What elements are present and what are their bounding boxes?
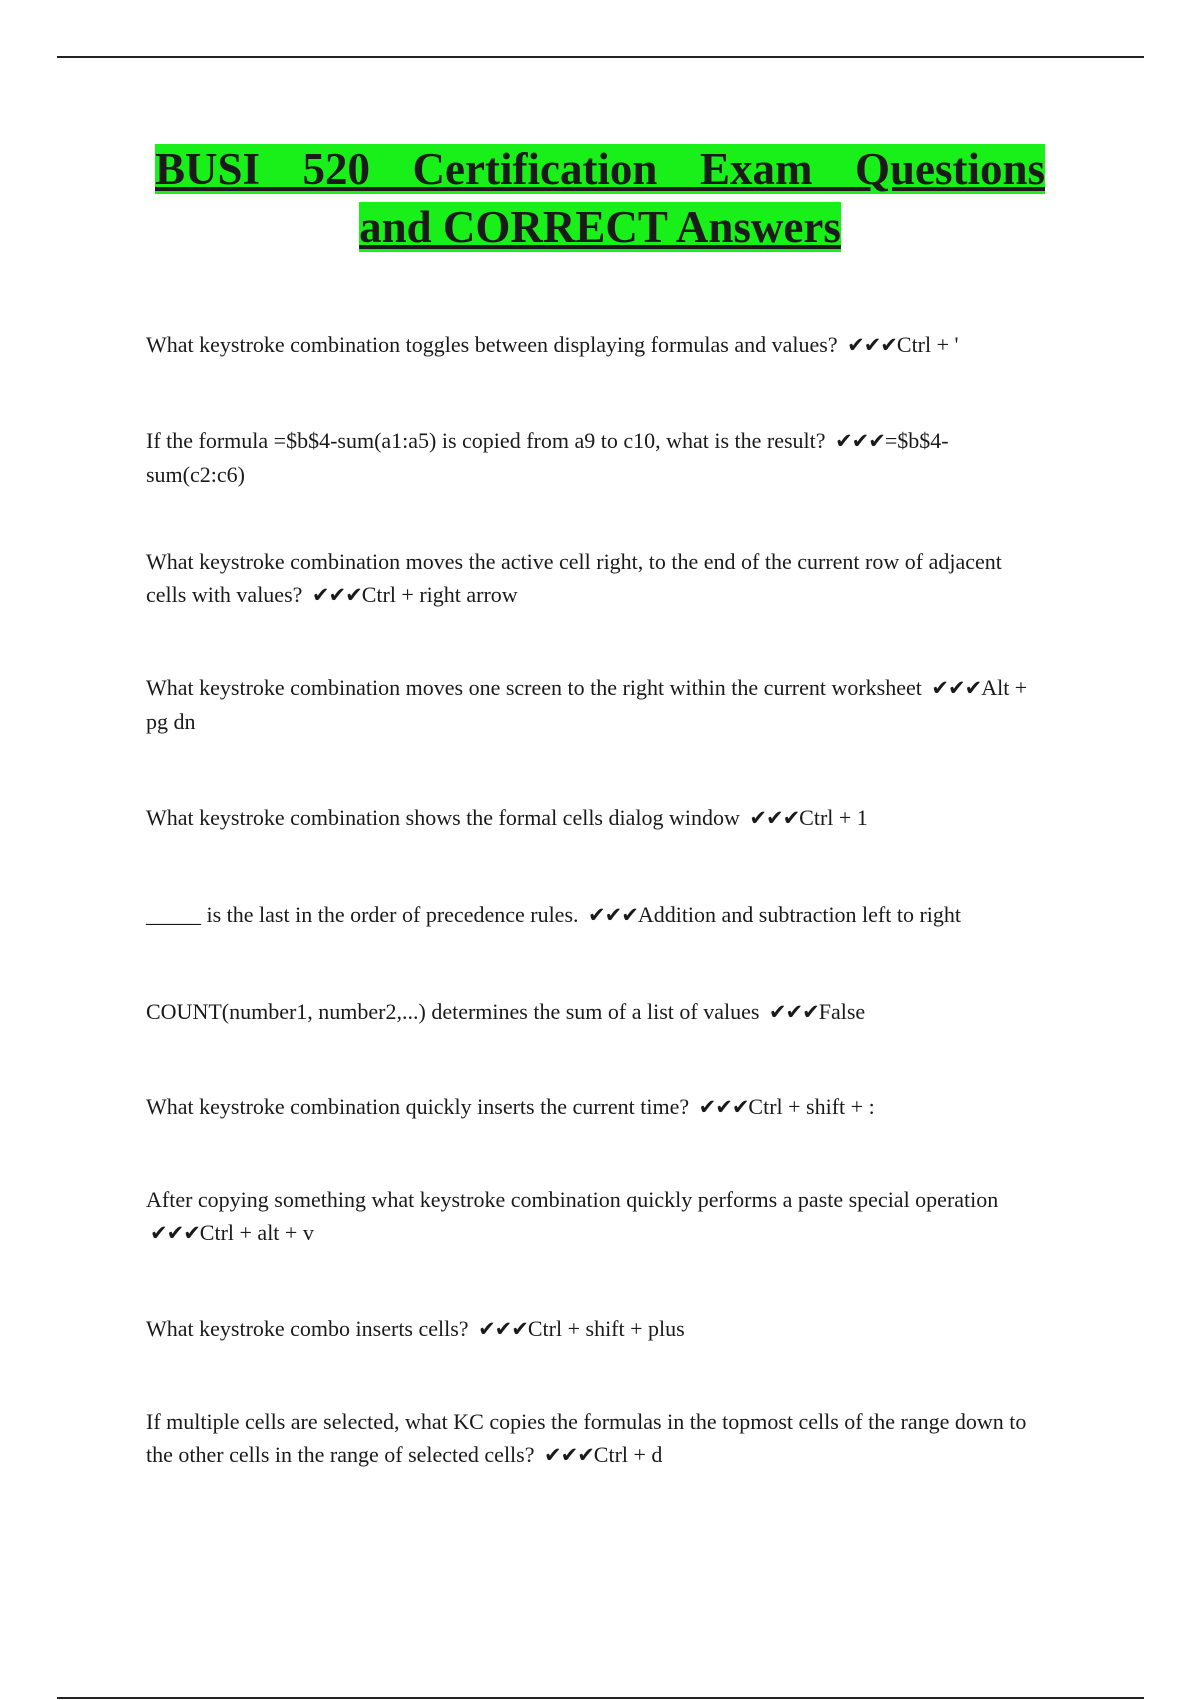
answer-text: =$b$4-sum(c2:c6) [146, 428, 949, 487]
check-marks-icon: ✔✔✔ [311, 583, 362, 607]
question-text: What keystroke combo inserts cells? [146, 1316, 469, 1341]
qa-item [146, 995, 1046, 1029]
check-marks-icon: ✔✔✔ [698, 1095, 749, 1119]
question-text: COUNT(number1, number2,...) determines the sum of a list of values [146, 999, 760, 1024]
question-text: What keystroke combination shows the formal cells dialog window [146, 805, 740, 830]
answer-text: Alt + pg dn [146, 675, 1028, 734]
question-text: What keystroke combination quickly inserts the current time? [146, 1094, 690, 1119]
answer-text: False [818, 999, 866, 1024]
check-marks-icon: ✔✔✔ [478, 1317, 528, 1341]
qa-item [146, 671, 1046, 738]
check-marks-icon: ✔✔✔ [931, 676, 982, 700]
check-marks-icon: ✔✔✔ [544, 1443, 594, 1467]
answer-text: Ctrl + shift + plus [527, 1316, 685, 1341]
check-marks-icon: ✔✔✔ [847, 333, 897, 357]
check-marks-icon: ✔✔✔ [749, 806, 800, 830]
answer-text: Ctrl + alt + v [199, 1220, 314, 1245]
document-title [155, 140, 1045, 256]
answer-text: Ctrl + ' [896, 332, 959, 357]
check-marks-icon: ✔✔✔ [588, 903, 638, 927]
answer-text: Ctrl + shift + : [748, 1094, 875, 1119]
answer-text: Ctrl + 1 [799, 805, 868, 830]
question-text: If the formula =$b$4-sum(a1:a5) is copied from a9 to c10, what is the result? [146, 428, 826, 453]
question-text: _____ is the last in the order of precedence rules. [146, 902, 579, 927]
qa-item [146, 1090, 1046, 1124]
question-text: What keystroke combination moves one screen to the right within the current worksheet [146, 675, 922, 700]
check-marks-icon: ✔✔✔ [150, 1221, 200, 1245]
answer-text: Ctrl + d [593, 1442, 663, 1467]
question-text: If multiple cells are selected, what KC copies the formulas in the topmost cells of the range down to the other cells in the range of selected cells? [146, 1409, 1027, 1467]
answer-text: Addition and subtraction left to right [637, 902, 962, 927]
qa-item [146, 424, 1036, 491]
answer-text: Ctrl + right arrow [361, 582, 518, 607]
question-text: What keystroke combination toggles between displaying formulas and values? [146, 332, 838, 357]
check-marks-icon: ✔✔✔ [768, 1000, 819, 1024]
question-text: What keystroke combination moves the active cell right, to the end of the current row of adjacent cells with values? [146, 549, 1002, 607]
qa-item [146, 1405, 1046, 1472]
qa-item [146, 1183, 1046, 1250]
check-marks-icon: ✔✔✔ [835, 429, 885, 453]
qa-item [146, 1312, 1046, 1346]
qa-item [146, 801, 1046, 835]
footer-rule [57, 1697, 1144, 1699]
title-line-2: and CORRECT Answers [359, 202, 841, 252]
qa-item [146, 898, 1046, 932]
question-text: After copying something what keystroke combination quickly performs a paste special operation [146, 1187, 999, 1212]
qa-item [146, 545, 1046, 612]
title-line-1: BUSI 520 Certification Exam Questions [155, 144, 1045, 194]
qa-item [146, 328, 1046, 362]
header-rule [57, 56, 1144, 58]
